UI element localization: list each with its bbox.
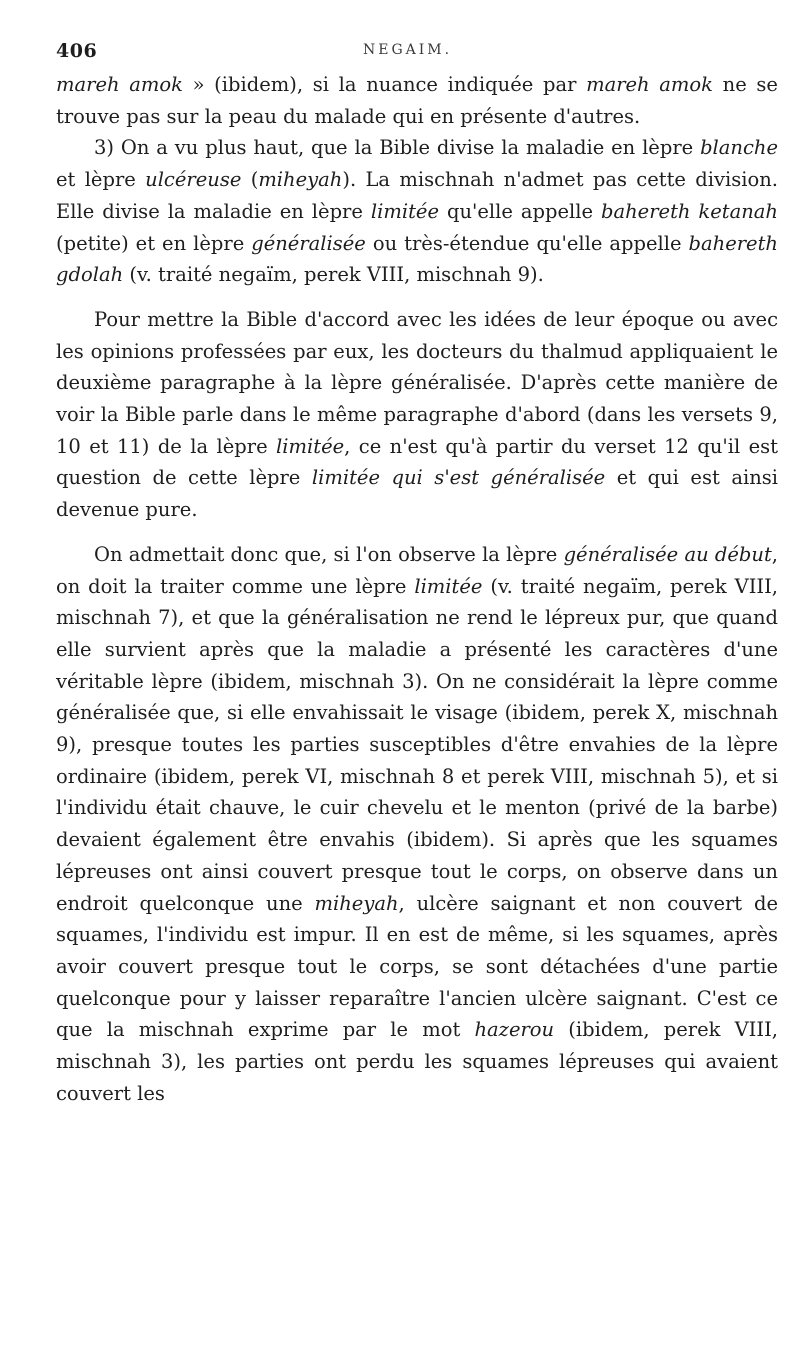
body-text — [56, 69, 778, 1110]
italic-term: blanche — [700, 136, 778, 160]
italic-term: limitée — [370, 199, 439, 223]
italic-term: généralisée au début — [563, 542, 772, 566]
text-run: , ulcère saignant et non couvert de squames, l'individu est impur. Il en est de même, si les squames, après avoir couvert presque tout le corps, se sont détachées d'une partie quelconque pour y laisser reparaître l'ancien ulcère saignant. C'est ce que la mischnah exprime par le mot — [56, 891, 778, 1042]
paragraph-lepre-division — [56, 132, 778, 291]
running-head — [56, 40, 776, 66]
text-run: et qui est ainsi devenue pure. — [56, 466, 779, 522]
text-run: 3) On a vu plus haut, que la Bible divise la maladie en lèpre — [94, 136, 701, 160]
text-run: , on doit la traiter comme une lèpre — [56, 542, 778, 598]
text-run: (v. traité negaïm, perek VIII, mischnah 9). — [123, 263, 544, 287]
paragraph-thalmud-accord — [56, 304, 778, 526]
italic-term: mareh amok — [56, 73, 183, 96]
page-number: 406 — [56, 40, 98, 62]
text-run: Pour mettre la Bible d'accord avec les idées de leur époque ou avec les opinions professées par eux, les docteurs du thalmud appliquaient le deuxième paragraphe à la lèpre généralisée. D'après cette manière de voir la Bible parle dans le même paragraphe d'abord (dans les versets 9, 10 et 11) de la lèpre — [56, 307, 778, 458]
text-run: ou très-étendue qu'elle appelle — [365, 231, 689, 255]
text-run: , ce n'est qu'à partir du verset 12 qu'il est question de cette lèpre — [56, 434, 778, 490]
text-run: (v. traité negaïm, perek VIII, mischnah 7), et que la généralisation ne rend le lépreux pur, que quand elle survient après que la maladie a présenté les caractères d'une véritable lèpre (ibidem, mischnah 3). On ne considérait la lèpre comme généralisée que, si elle envahissait le visage (ibidem, perek X, mischnah 9), presque toutes les parties susceptibles d'être envahies de la lèpre ordinaire (ibidem, perek VI, mischnah 8 et perek VIII, mischnah 5), et si l'individu était chauve, le cuir chevelu et le menton (privé de la barbe) devaient également être envahis (ibidem). Si après que les squames lépreuses ont ainsi couvert presque tout le corps, on observe dans un endroit quelconque une — [56, 574, 778, 915]
text-run: (petite) et en lèpre — [56, 231, 252, 255]
italic-term: bahereth gdolah — [56, 231, 778, 287]
running-title: NEGAIM. — [363, 42, 453, 58]
text-run: qu'elle appelle — [439, 199, 601, 223]
italic-term: miheyah — [258, 168, 343, 192]
italic-term: hazerou — [474, 1018, 555, 1042]
text-run: (ibidem, perek VIII, mischnah 3), les parties ont perdu les squames lépreuses qui avaient couvert les — [56, 1018, 778, 1105]
italic-term: généralisée — [251, 231, 366, 255]
paragraph-continuation — [56, 69, 778, 132]
text-run: ne se trouve pas sur la peau du malade qui en présente d'autres. — [56, 73, 778, 128]
italic-term: limitée — [414, 574, 483, 598]
text-run: ). La mischnah n'admet pas cette division. Elle divise la maladie en lèpre — [56, 168, 778, 223]
italic-term: limitée qui s'est généralisée — [311, 466, 606, 490]
italic-term: ulcéreuse — [145, 168, 242, 192]
text-run: On admettait donc que, si l'on observe la lèpre — [94, 542, 564, 566]
text-run: » (ibidem), si la nuance indiquée par — [182, 73, 587, 96]
italic-term: limitée — [276, 434, 345, 458]
italic-term: mareh amok — [586, 73, 713, 96]
italic-term: bahereth ketanah — [601, 199, 778, 223]
italic-term: miheyah — [314, 891, 399, 915]
text-run: et lèpre — [56, 168, 146, 192]
text-run: ( — [241, 168, 259, 192]
paragraph-lepre-generalisee — [56, 539, 778, 1110]
